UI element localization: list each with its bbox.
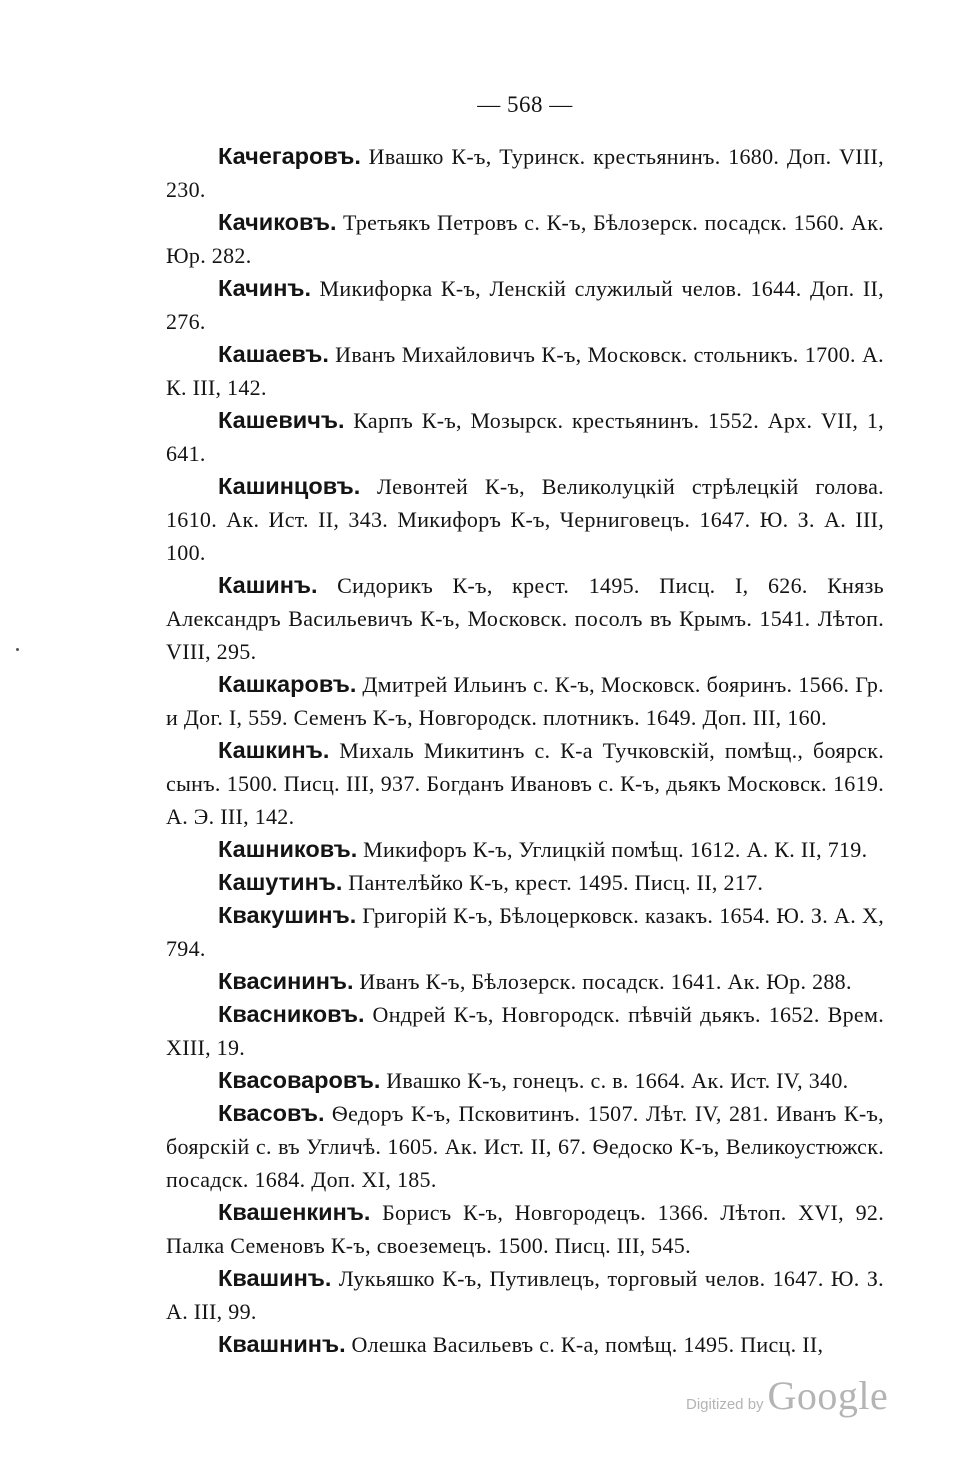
entry-kvashenkin: [166, 1196, 884, 1262]
headword: Квасовъ.: [218, 1100, 325, 1126]
entry-kashkarov: [166, 668, 884, 734]
headword: Кашкаровъ.: [218, 671, 357, 697]
headword: Кашниковъ.: [218, 836, 358, 862]
headword: Квакушинъ.: [218, 902, 357, 928]
headword: Кашкинъ.: [218, 737, 330, 763]
entry-text: Третьякъ Петровъ с. К-ъ, Бѣлозерск. посадск. 1560. Ак. Юр. 282.: [166, 210, 884, 268]
entry-kashaev: [166, 338, 884, 404]
watermark-prefix: Digitized by: [686, 1396, 764, 1413]
entry-text: Ондрей К-ъ, Новгородск. пѣвчій дьякъ. 1652. Врем. XIII, 19.: [166, 1002, 884, 1060]
entry-kvasovarov: [166, 1064, 884, 1097]
headword: Кашутинъ.: [218, 869, 343, 895]
entry-text: Григорій К-ъ, Бѣлоцерковск. казакъ. 1654. Ю. З. А. X, 794.: [166, 903, 884, 961]
headword: Квасоваровъ.: [218, 1067, 381, 1093]
entry-kvakushin: [166, 899, 884, 965]
headword: Кашаевъ.: [218, 341, 329, 367]
entry-text: Левонтей К-ъ, Великолуцкій стрѣлецкій голова. 1610. Ак. Ист. II, 343. Микифоръ К-ъ, Черниговецъ. 1647. Ю. З. А. III, 100.: [166, 474, 884, 565]
entry-text: Иванъ К-ъ, Бѣлозерск. посадск. 1641. Ак. Юр. 288.: [359, 969, 852, 994]
entry-kashintsov: [166, 470, 884, 569]
entry-kashnikov: [166, 833, 884, 866]
entry-text: Пантелѣйко К-ъ, крест. 1495. Писц. II, 217.: [348, 870, 764, 895]
entry-kashevich: [166, 404, 884, 470]
entry-text: Дмитрей Ильинъ с. К-ъ, Московск. бояринъ. 1566. Гр. и Дог. I, 559. Семенъ К-ъ, Новгородск. плотникъ. 1649. Доп. III, 160.: [166, 672, 884, 730]
entry-text: Михаль Микитинъ с. К-а Тучковскій, помѣщ., боярск. сынъ. 1500. Писц. III, 937. Богданъ Ивановъ с. К-ъ, дьякъ Московск. 1619. А. Э. III, 142.: [166, 738, 884, 829]
headword: Квасининъ.: [218, 968, 354, 994]
entry-text: Лукьяшко К-ъ, Путивлецъ, торговый челов. 1647. Ю. З. А. III, 99.: [166, 1266, 884, 1324]
headword: Качинъ.: [218, 275, 312, 301]
entry-kashin: [166, 569, 884, 668]
entry-kachegarov: [166, 140, 884, 206]
entry-kvasinin: [166, 965, 884, 998]
headword: Кашевичъ.: [218, 407, 345, 433]
entry-text: Борисъ К-ъ, Новгородецъ. 1366. Лѣтоп. XVI, 92. Палка Семеновъ К-ъ, своеземецъ. 1500. Писц. III, 545.: [166, 1200, 884, 1258]
headword: Квашнинъ.: [218, 1331, 346, 1357]
entry-kashutin: [166, 866, 884, 899]
headword: Кашинцовъ.: [218, 473, 361, 499]
entry-text: Олешка Васильевъ с. К-а, помѣщ. 1495. Писц. II,: [351, 1332, 824, 1357]
margin-speck: [16, 648, 19, 651]
headword: Кашинъ.: [218, 572, 318, 598]
entry-kvasov: [166, 1097, 884, 1196]
entry-text: Микифоръ К-ъ, Углицкій помѣщ. 1612. А. К. II, 719.: [363, 837, 868, 862]
headword: Квасниковъ.: [218, 1001, 365, 1027]
page-number: — 568 —: [477, 92, 573, 117]
headword: Качиковъ.: [218, 209, 337, 235]
headword: Квашенкинъ.: [218, 1199, 371, 1225]
entry-text: Микифорка К-ъ, Ленскій служилый челов. 1644. Доп. II, 276.: [166, 276, 884, 334]
entry-text: Ѳедоръ К-ъ, Псковитинъ. 1507. Лѣт. IV, 281. Иванъ К-ъ, боярскій с. въ Угличѣ. 1605. Ак. Ист. II, 67. Ѳедоско К-ъ, Великоустюжск. посадск. 1684. Доп. XI, 185.: [166, 1101, 884, 1192]
headword: Квашинъ.: [218, 1265, 332, 1291]
entry-kachikov: [166, 206, 884, 272]
entry-text: Ивашко К-ъ, Туринск. крестьянинъ. 1680. Доп. VIII, 230.: [166, 144, 884, 202]
entry-text: Карпъ К-ъ, Мозырск. крестьянинъ. 1552. Арх. VII, 1, 641.: [166, 408, 884, 466]
entry-text: Иванъ Михайловичъ К-ъ, Московск. стольникъ. 1700. А. К. III, 142.: [166, 342, 884, 400]
entry-kvashin: [166, 1262, 884, 1328]
entry-kashkin: [166, 734, 884, 833]
entry-kvashnin: [166, 1328, 884, 1361]
headword: Качегаровъ.: [218, 143, 361, 169]
google-logo: Google: [767, 1373, 889, 1418]
digitized-by-watermark: [686, 1372, 888, 1419]
dictionary-entries: [166, 140, 884, 1361]
entry-text: Ивашко К-ъ, гонецъ. с. в. 1664. Ак. Ист. IV, 340.: [386, 1068, 849, 1093]
entry-kvasnikov: [166, 998, 884, 1064]
entry-kachin: [166, 272, 884, 338]
entry-text: Сидорикъ К-ъ, крест. 1495. Писц. I, 626. Князь Александръ Васильевичъ К-ъ, Московск. посолъ въ Крымъ. 1541. Лѣтоп. VIII, 295.: [166, 573, 884, 664]
